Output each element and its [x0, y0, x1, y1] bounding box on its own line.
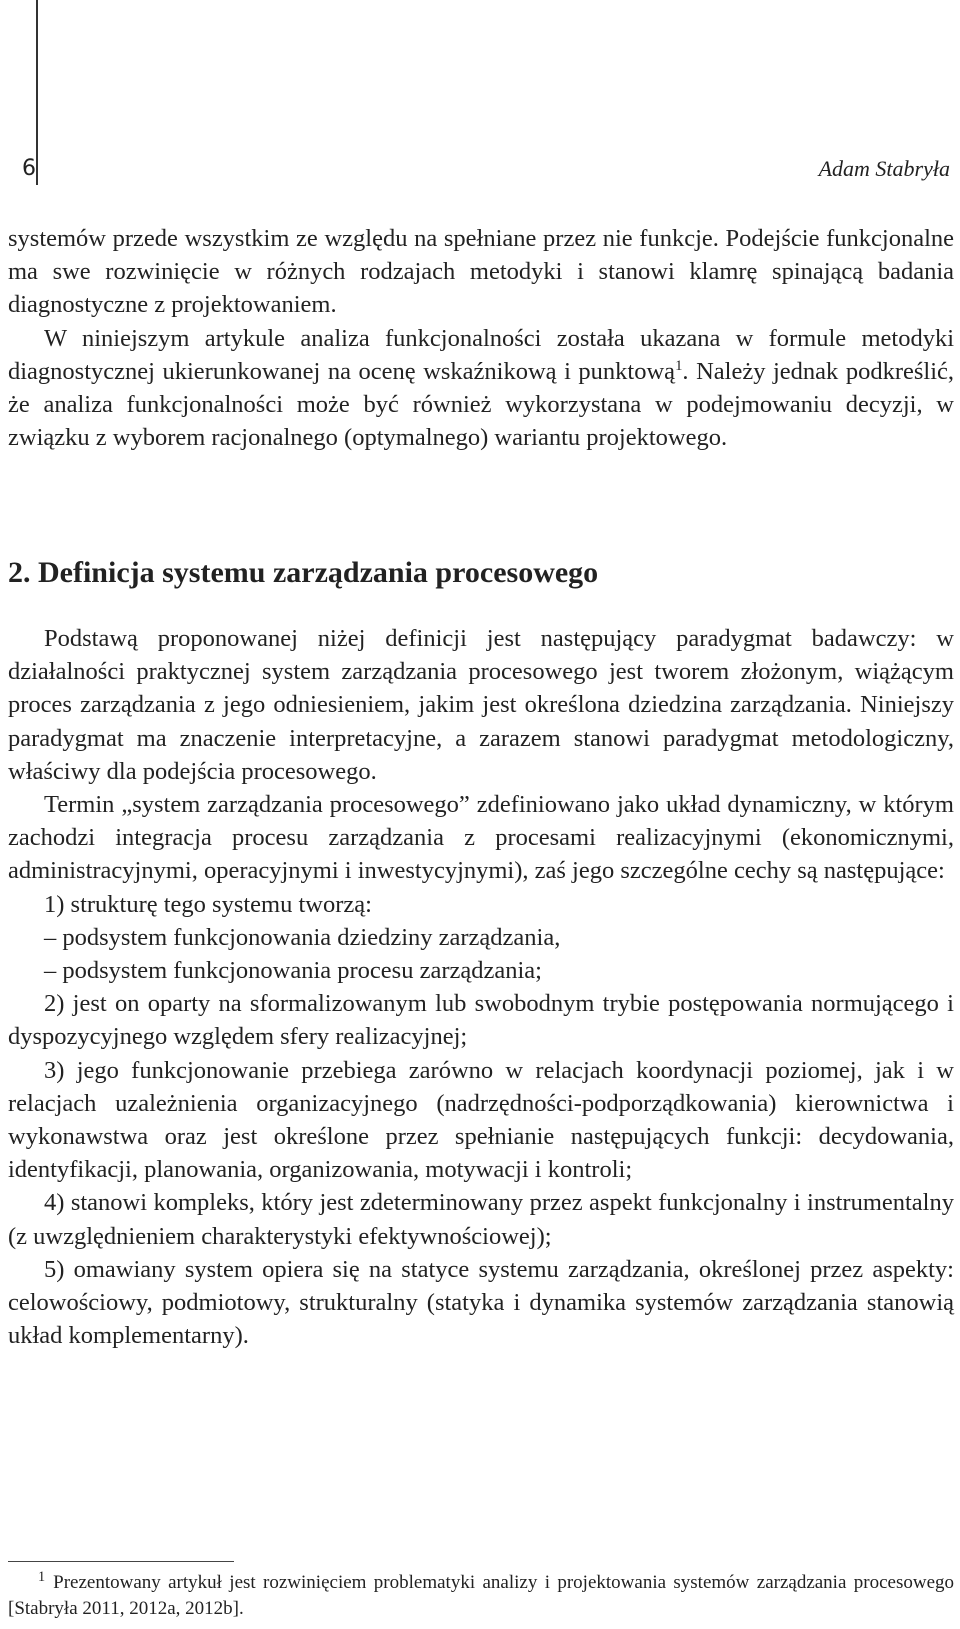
list-item-3: 3) jego funkcjonowanie przebiega zarówno w relacjach koordynacji poziomej, jak i w relacjach uzależnienia organizacyjnego (nadrzędności-podporządkowania) kierownictwa i wykonawstwa oraz jest określone przez spełnianie następujących funkcji: decydowania, identyfikacji, planowania, organizowania, motywacji i kontroli; [8, 1056, 954, 1184]
section-paragraph-1: Podstawą proponowanej niżej definicji jest następujący paradygmat badawczy: w działalności praktycznej system zarządzania procesowego jest tworem złożonym, wiążącym proces zarządzania z jego odniesieniem, jakim jest określona dziedzina zarządzania. Niniejszy paradygmat ma znaczenie interpretacyjne, a zarazem stanowi paradygmat metodologiczny, właściwy dla podejścia procesowego. [8, 625, 954, 785]
footnote [8, 1570, 954, 1622]
intro-paragraph-2-part-b: . Należy jednak podkreślić, że analiza funkcjonalności może być również wykorzystana w podejmowaniu decyzji, w związku z wyborem racjonalnego (optymalnego) wariantu projektowego. [8, 357, 955, 452]
margin-rule [36, 0, 38, 185]
section-paragraph-2: Termin „system zarządzania procesowego” zdefiniowano jako układ dynamiczny, w którym zachodzi integracja procesu zarządzania z procesami realizacyjnymi (ekonomicznymi, administracyjnymi, operacyjnymi i inwestycyjnymi), zaś jego szczególne cechy są następujące: [8, 791, 954, 885]
footnote-text: Prezentowany artykuł jest rozwinięciem problematyki analizy i projektowania systemów zarządzania procesowego [Stabryła 2011, 2012a, 2012b]. [8, 1572, 954, 1619]
page-number: 6 [22, 156, 36, 181]
running-header-author: Adam Stabryła [818, 156, 950, 181]
list-item-5: 5) omawiany system opiera się na statyce systemu zarządzania, określonej przez aspekty: celowościowy, podmiotowy, strukturalny (statyka i dynamika systemów zarządzania stanowią układ komplementarny). [8, 1255, 954, 1350]
intro-paragraph-1: systemów przede wszystkim ze względu na spełniane przez nie funkcje. Podejście funkcjonalne ma swe rozwinięcie w różnych rodzajach metodyki i stanowi klamrę spinającą badania diagnostyczne z projektowaniem. [8, 225, 954, 319]
intro-paragraph-2-part-a: W niniejszym artykule analiza funkcjonalności została ukazana w formule metodyki diagnostycznej ukierunkowanej na ocenę wskaźnikową i punktową [8, 324, 954, 385]
list-item-1: 1) strukturę tego systemu tworzą: [44, 890, 372, 918]
list-item-2: 2) jest on oparty na sformalizowanym lub swobodnym trybie postępowania normującego i dyspozycyjnego względem sfery realizacyjnej; [8, 990, 954, 1051]
list-subitem-1: – podsystem funkcjonowania dziedziny zarządzania, [44, 923, 561, 951]
list-item-4: 4) stanowi kompleks, który jest zdeterminowany przez aspekt funkcjonalny i instrumentalny (z uwzględnieniem charakterystyki efektywnościowej); [8, 1189, 954, 1250]
list-subitem-2: – podsystem funkcjonowania procesu zarządzania; [44, 957, 542, 985]
footnote-reference[interactable]: 1 [675, 357, 683, 374]
intro-paragraph-2 [8, 322, 954, 455]
section-body [8, 622, 954, 1352]
section-heading: 2. Definicja systemu zarządzania procesowego [8, 556, 599, 589]
footnote-separator [8, 1561, 234, 1562]
footnote-number: 1 [38, 1568, 46, 1585]
intro-text [8, 222, 954, 454]
